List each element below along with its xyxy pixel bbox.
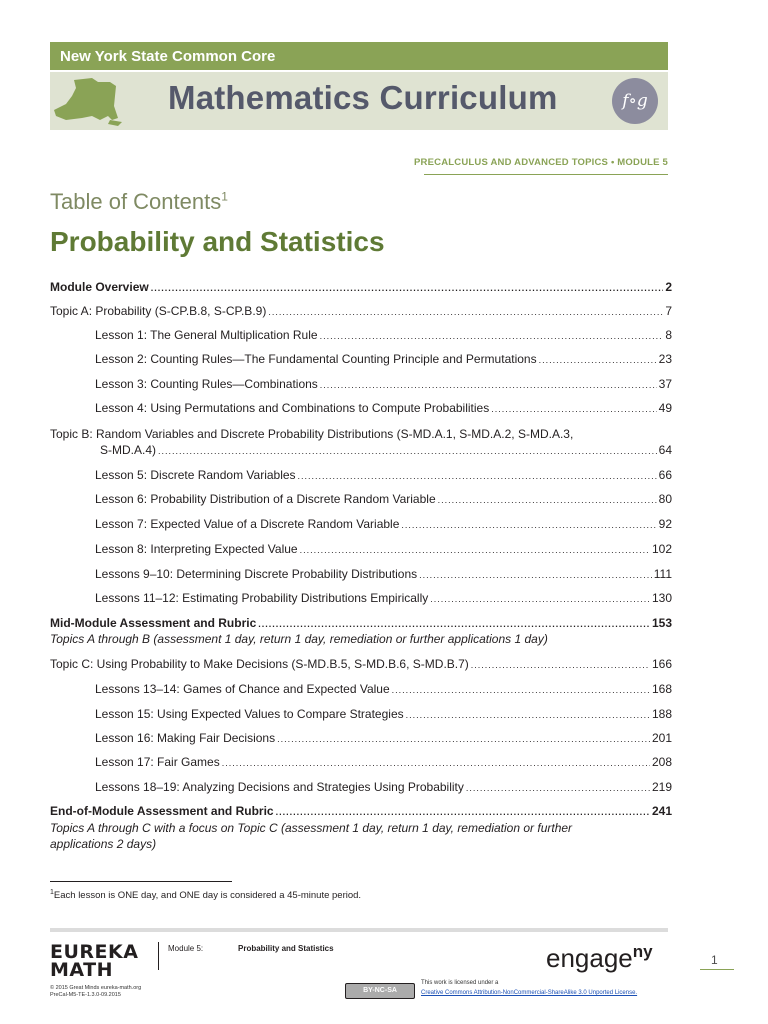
toc-row-label: S-MD.A.4) <box>100 443 157 457</box>
toc-row-lesson-17[interactable] <box>50 754 672 771</box>
toc-row-label: Lesson 16: Making Fair Decisions <box>95 731 276 745</box>
toc-row-label: Lessons 18–19: Analyzing Decisions and Strategies Using Probability <box>95 780 464 794</box>
toc-note-end-of-module-1: Topics A through C with a focus on Topic C (assessment 1 day, return 1 day, remediation or further <box>50 821 573 835</box>
engageny-logo-text: engage <box>546 943 633 973</box>
toc-row-page: 130 <box>651 591 672 605</box>
toc-row-lesson-7[interactable] <box>50 516 672 533</box>
toc-row-lessons-18-19[interactable] <box>50 779 672 796</box>
fog-logo: f∘g <box>612 78 658 124</box>
toc-row-topic-c[interactable] <box>50 656 672 673</box>
copyright <box>50 985 141 999</box>
toc-row-page: 111 <box>653 567 672 581</box>
toc-row-page: 23 <box>658 352 672 366</box>
toc-row-topic-a[interactable] <box>50 303 672 320</box>
toc-row-page: 8 <box>665 328 672 342</box>
toc-row-lesson-1[interactable] <box>50 327 672 344</box>
banner-title: Mathematics Curriculum <box>168 79 558 116</box>
page-number: 1 <box>711 953 718 967</box>
toc-row-lesson-6[interactable] <box>50 491 672 508</box>
toc-row-page: 153 <box>651 616 672 630</box>
page-title: Probability and Statistics <box>50 226 385 257</box>
footnote-text: Each lesson is ONE day, and ONE day is considered a 45-minute period. <box>53 890 362 902</box>
toc-row-lesson-8[interactable] <box>50 541 672 558</box>
footnote-marker: 1 <box>50 889 54 896</box>
footer-module-label: Module 5: <box>168 944 204 953</box>
eureka-logo-line2: MATH <box>50 959 113 981</box>
license-link[interactable]: Creative Commons Attribution-NonCommercial-ShareAlike 3.0 Unported License. <box>421 990 638 996</box>
engageny-logo-sup: ny <box>632 942 653 961</box>
eureka-logo-line1: EUREKA <box>50 941 139 963</box>
toc-row-page: 66 <box>658 468 672 482</box>
footer-module-title: Probability and Statistics <box>238 944 334 953</box>
toc-note-mid-module: Topics A through B (assessment 1 day, return 1 day, remediation or further applications 1 day) <box>50 632 548 646</box>
toc-row-label: Lesson 6: Probability Distribution of a Discrete Random Variable <box>95 492 436 506</box>
toc-row-page: 188 <box>651 707 672 721</box>
toc-row-label: Topic C: Using Probability to Make Decisions (S-MD.B.5, S-MD.B.6, S-MD.B.7) <box>50 657 469 671</box>
toc-row-end-of-module-assessment[interactable] <box>50 803 672 820</box>
toc-row-module-overview[interactable] <box>50 279 672 296</box>
toc-row-label: Lessons 9–10: Determining Discrete Probability Distributions <box>95 567 418 581</box>
toc-row-label: Mid-Module Assessment and Rubric <box>50 616 257 630</box>
toc-row-label: Lesson 4: Using Permutations and Combinations to Compute Probabilities <box>95 401 490 415</box>
toc-row-page: 208 <box>651 755 672 769</box>
toc-row-page: 37 <box>658 377 672 391</box>
toc-row-page: 241 <box>651 804 672 818</box>
engageny-logo <box>546 942 653 974</box>
toc-row-lessons-13-14[interactable] <box>50 681 672 698</box>
toc-row-topic-b[interactable] <box>50 442 672 459</box>
toc-row-label: Lesson 3: Counting Rules—Combinations <box>95 377 318 391</box>
module-rule <box>424 174 668 175</box>
toc-row-page: 7 <box>665 304 672 318</box>
toc-row-page: 49 <box>658 401 672 415</box>
toc-row-page: 102 <box>651 542 672 556</box>
toc-row-label: Lesson 15: Using Expected Values to Compare Strategies <box>95 707 404 721</box>
toc-heading-footnote-ref: 1 <box>221 189 228 204</box>
toc-row-page: 166 <box>651 657 672 671</box>
toc-row-label: Lesson 8: Interpreting Expected Value <box>95 542 298 556</box>
module-label: PRECALCULUS AND ADVANCED TOPICS • MODULE 5 <box>414 157 668 168</box>
creative-commons-badge-icon[interactable]: BY-NC-SA <box>345 983 415 999</box>
toc-note-end-of-module-2: applications 2 days) <box>50 837 157 851</box>
footnote-rule <box>50 881 232 882</box>
toc-row-page: 201 <box>651 731 672 745</box>
toc-row-lesson-5[interactable] <box>50 467 672 484</box>
toc-row-label: End-of-Module Assessment and Rubric <box>50 804 274 818</box>
toc-row-lessons-9-10[interactable] <box>50 566 672 583</box>
toc-row-label: Lesson 7: Expected Value of a Discrete Random Variable <box>95 517 400 531</box>
toc-row-page: 168 <box>651 682 672 696</box>
footer-divider <box>50 928 668 932</box>
toc-row-label: Lesson 1: The General Multiplication Rule <box>95 328 318 342</box>
toc-row-label: Lesson 17: Fair Games <box>95 755 220 769</box>
toc-row-label: Lesson 2: Counting Rules—The Fundamental Counting Principle and Permutations <box>95 352 537 366</box>
toc-row-lesson-3[interactable] <box>50 376 672 393</box>
toc-row-label: Lessons 13–14: Games of Chance and Expected Value <box>95 682 390 696</box>
copyright-line1: © 2015 Great Minds eureka-math.org <box>50 985 142 991</box>
toc-row-page: 219 <box>651 780 672 794</box>
toc-row-topic-b-line1[interactable]: Topic B: Random Variables and Discrete Probability Distributions (S-MD.A.1, S-MD.A.2, S-MD.A.3, <box>50 427 574 441</box>
banner-top: New York State Common Core <box>50 42 668 70</box>
toc-row-lesson-15[interactable] <box>50 706 672 723</box>
toc-heading <box>50 189 228 215</box>
toc-row-label: Lesson 5: Discrete Random Variables <box>95 468 296 482</box>
toc-row-page: 2 <box>665 280 672 294</box>
footer-vertical-divider <box>158 942 159 970</box>
toc-row-page: 64 <box>658 443 672 457</box>
new-york-state-icon <box>52 76 122 128</box>
toc-row-label: Lessons 11–12: Estimating Probability Distributions Empirically <box>95 591 429 605</box>
toc-row-lesson-2[interactable] <box>50 351 672 368</box>
toc-row-page: 80 <box>658 492 672 506</box>
copyright-line2: PreCal-M5-TE-1.3.0-09.2015 <box>50 992 121 998</box>
banner-main <box>50 72 668 130</box>
toc-row-label: Topic A: Probability (S-CP.B.8, S-CP.B.9) <box>50 304 267 318</box>
toc-row-lessons-11-12[interactable] <box>50 590 672 607</box>
page-number-rule <box>700 969 734 970</box>
eureka-math-logo <box>50 943 138 979</box>
toc-heading-text: Table of Contents <box>50 189 222 214</box>
toc-row-mid-module-assessment[interactable] <box>50 615 672 632</box>
toc-row-label: Module Overview <box>50 280 149 294</box>
toc-row-lesson-16[interactable] <box>50 730 672 747</box>
license-text: This work is licensed under a <box>421 980 499 986</box>
toc-row-lesson-4[interactable] <box>50 400 672 417</box>
footnote <box>50 889 361 901</box>
toc-row-page: 92 <box>658 517 672 531</box>
